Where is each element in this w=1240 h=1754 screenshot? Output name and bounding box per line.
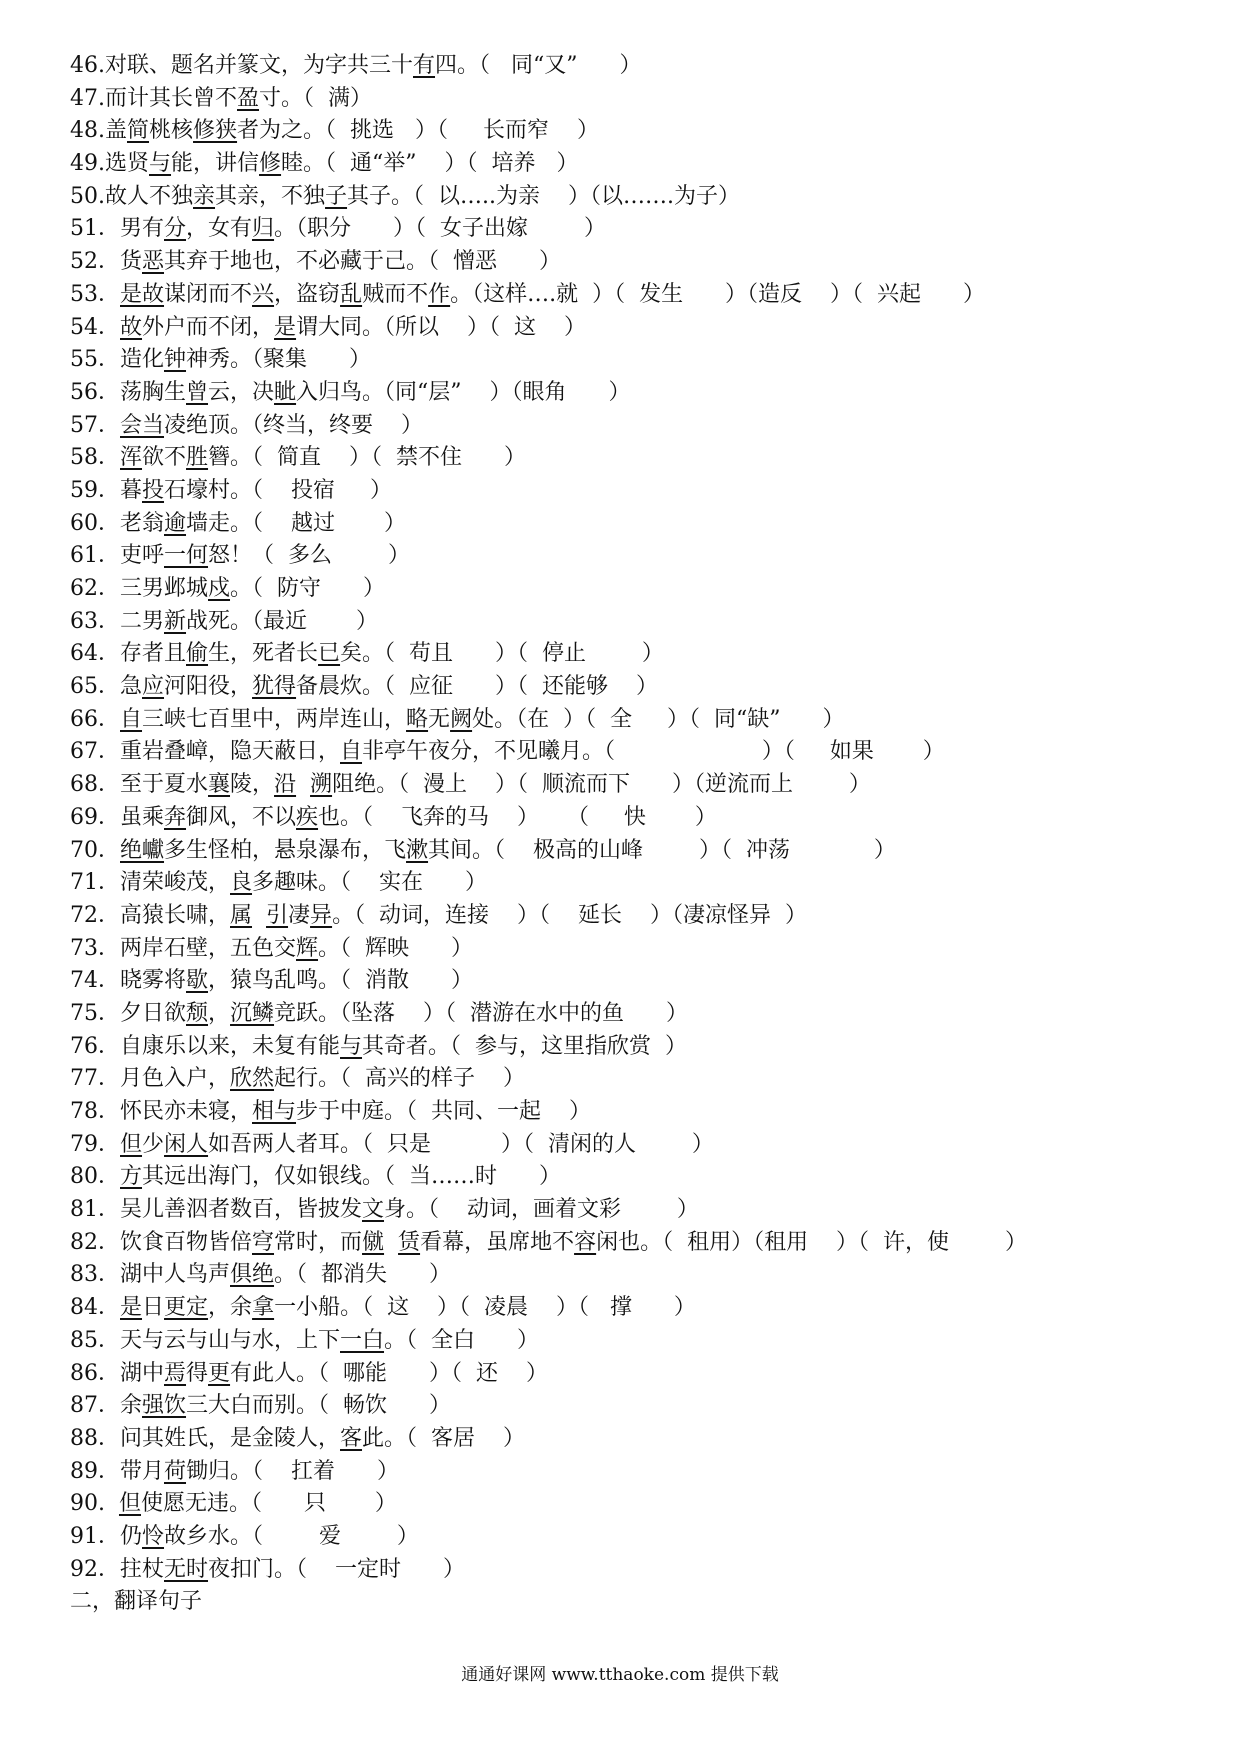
entry-line: [70, 148, 1200, 181]
line-text: 76．自康乐以来，未复有能: [70, 1033, 340, 1059]
entry-line: [70, 1259, 1200, 1292]
underlined-keyword: 辉: [296, 935, 319, 961]
line-text: 云，决: [208, 379, 275, 405]
line-text: 陵，: [230, 772, 275, 798]
line-text: 无: [428, 706, 451, 732]
line-text: 63．二男: [70, 608, 164, 634]
entry-line: [70, 867, 1200, 900]
line-text: 三大白而别。（ 畅饮 ）: [186, 1393, 451, 1419]
underlined-keyword: 引: [266, 902, 289, 928]
entry-line: [70, 213, 1200, 246]
entry-line: [70, 1456, 1200, 1489]
underlined-keyword: 阙: [450, 706, 473, 732]
line-text: 多生怪柏，悬泉瀑布，飞: [164, 837, 407, 863]
line-text: ，: [208, 1000, 231, 1026]
line-text: 三峡七百里中，两岸连山，: [142, 706, 407, 732]
entry-line: [70, 1227, 1200, 1260]
entry-line: [70, 606, 1200, 639]
underlined-keyword: 荷: [164, 1458, 187, 1484]
line-text: 51．男有: [70, 216, 164, 242]
line-text: 生，死者长: [208, 641, 319, 667]
entry-line: [70, 1488, 1200, 1521]
entry-line: [70, 1194, 1200, 1227]
line-text: ，盗窃: [274, 281, 341, 307]
line-text: 57．: [70, 412, 120, 438]
line-text: 77．月色入户，: [70, 1066, 230, 1092]
line-text: 50.故人不独: [70, 183, 193, 209]
entry-line: [70, 410, 1200, 443]
line-text: 。（ 动词，连接 ）（ 延长 ）（凄凉怪异 ）: [332, 902, 807, 928]
line-text: 贼而不: [362, 281, 429, 307]
page-footer: 通通好课网 www.tthaoke.com 提供下载: [461, 1665, 779, 1685]
line-text: 四。（ 同“又” ）: [435, 53, 642, 78]
underlined-keyword: 眦: [274, 379, 297, 405]
underlined-keyword: 投: [142, 477, 165, 503]
line-text: 52．货: [70, 249, 142, 275]
line-text: 其间。（ 极高的山峰 ）（ 冲荡 ）: [428, 837, 896, 863]
underlined-keyword: 闲人: [164, 1131, 209, 1157]
entry-line: [70, 1423, 1200, 1456]
underlined-keyword: 焉: [164, 1360, 187, 1386]
underlined-keyword: 强饮: [142, 1393, 187, 1419]
line-text: 故乡水。（ 爱 ）: [164, 1523, 419, 1549]
line-text: 簪。（ 简直 ）（ 禁不住 ）: [208, 445, 526, 471]
underlined-keyword: 会当: [120, 412, 165, 438]
underlined-keyword: 穹: [252, 1229, 275, 1255]
line-text: 常时，而: [274, 1229, 363, 1255]
line-text: 阻绝。（ 漫上 ）（ 顺流而下 ）（逆流而上 ）: [332, 772, 871, 798]
line-text: 其奇者。（ 参与，这里指欣赏 ）: [362, 1033, 687, 1059]
line-text: ，余: [208, 1295, 253, 1321]
underlined-keyword: 应: [142, 674, 165, 700]
line-text: 55．造化: [70, 347, 164, 373]
line-text: 有此人。（ 哪能 ）（ 还 ）: [230, 1360, 548, 1386]
line-text: 此。（ 客居 ）: [362, 1425, 525, 1451]
underlined-keyword: 偷: [186, 641, 209, 667]
underlined-keyword: 方: [120, 1164, 143, 1190]
line-text: 寸。（ 满）: [259, 85, 373, 111]
line-text: 。（这样….就 ）（ 发生 ）（造反 ）（ 兴起 ）: [450, 281, 985, 307]
line-text: 墙走。（ 越过 ）: [186, 510, 406, 536]
line-text: 二，翻译句子: [70, 1589, 203, 1615]
line-text: 81．吴儿善泅者数百，皆披发: [70, 1197, 362, 1223]
line-text: 86．湖中: [70, 1360, 164, 1386]
line-text: 怒！（ 多么 ）: [208, 543, 410, 569]
line-text: 79．: [70, 1131, 120, 1157]
entry-line: [70, 1390, 1200, 1423]
entry-line: [70, 638, 1200, 671]
underlined-keyword: 欣然: [230, 1066, 275, 1092]
entry-line: [70, 1129, 1200, 1162]
underlined-keyword: 与: [340, 1033, 363, 1059]
underlined-keyword: 新: [164, 608, 187, 634]
line-text: 62．三男邺城: [70, 576, 208, 601]
underlined-keyword: 一何: [164, 543, 209, 569]
line-text: 非亭午夜分，不见曦月。（ ）（ 如果 ）: [362, 739, 945, 765]
underlined-keyword: 是: [120, 1295, 143, 1321]
entry-line: [70, 377, 1200, 410]
line-text: 53．: [70, 281, 120, 307]
underlined-keyword: 略: [406, 706, 429, 732]
entry-line: [70, 736, 1200, 769]
line-text: 68．至于夏水: [70, 772, 208, 798]
underlined-keyword: 颓: [186, 1000, 209, 1026]
line-text: ，女有: [186, 216, 253, 242]
line-text: 59．暮: [70, 477, 142, 503]
underlined-keyword: 修狭: [193, 118, 238, 144]
underlined-keyword: 奔: [164, 804, 187, 830]
entry-line: [70, 83, 1200, 116]
underlined-keyword: 更定: [164, 1295, 209, 1321]
underlined-keyword: 简: [127, 118, 150, 144]
line-text: 84．: [70, 1295, 120, 1321]
underlined-keyword: 漱: [406, 837, 429, 863]
line-text: 61．吏呼: [70, 543, 164, 569]
underlined-keyword: 自: [340, 739, 363, 765]
line-text: 御风，不以: [186, 804, 297, 830]
line-text: 。（职分 ）（ 女子出嫁 ）: [274, 216, 606, 242]
underlined-keyword: 犹得: [252, 674, 297, 700]
underlined-keyword: 是故: [120, 281, 165, 307]
underlined-keyword: 文: [362, 1197, 385, 1223]
entry-line: [70, 1161, 1200, 1194]
entry-line: [70, 998, 1200, 1031]
line-text: 78．怀民亦未寝，: [70, 1099, 252, 1124]
entry-line: [70, 246, 1200, 279]
underlined-keyword: 子: [325, 183, 348, 209]
entry-line: [70, 50, 1200, 83]
entry-line: [70, 279, 1200, 312]
line-text: 46.对联、题名并篆文，为字共三十: [70, 53, 413, 78]
underlined-keyword: 但: [120, 1131, 143, 1157]
underlined-keyword: 分: [164, 216, 187, 242]
underlined-keyword: 修: [259, 151, 282, 177]
line-text: 64．存者且: [70, 641, 186, 667]
line-text: 身。（ 动词，画着文彩 ）: [384, 1197, 699, 1223]
entry-line: [70, 442, 1200, 475]
line-text: 80．: [70, 1164, 120, 1190]
entry-line: [70, 802, 1200, 835]
line-text: 75．夕日欲: [70, 1000, 186, 1026]
line-text: 其弃于地也，不必藏于己。（ 憎恶 ）: [164, 249, 561, 275]
line-text: 67．重岩叠嶂，隐天蔽日，: [70, 739, 340, 765]
underlined-keyword: 浑: [120, 445, 143, 471]
line-text: 82．饮食百物皆倍: [70, 1229, 252, 1255]
underlined-keyword: 一白: [340, 1327, 385, 1353]
line-text: 70．: [70, 837, 120, 863]
line-text: 入归鸟。（同“层” ）（眼角 ）: [296, 379, 631, 405]
entry-line: [70, 704, 1200, 737]
line-text: 如吾两人者耳。（ 只是 ）（ 清闲的人 ）: [208, 1131, 714, 1157]
line-text: 一小船。（ 这 ）（ 凌晨 ）（ 撑 ）: [274, 1295, 696, 1321]
underlined-keyword: 拿: [252, 1295, 275, 1321]
underlined-keyword: 更: [208, 1360, 231, 1386]
worksheet-body: [70, 50, 1200, 1619]
line-text: 。（ 辉映 ）: [318, 935, 473, 961]
entry-line: [70, 900, 1200, 933]
entry-line: [70, 344, 1200, 377]
entry-line: [70, 1063, 1200, 1096]
line-text: 73．两岸石壁，五色交: [70, 935, 296, 961]
entry-line: [70, 671, 1200, 704]
line-text: 步于中庭。（ 共同、一起 ）: [296, 1099, 591, 1124]
underlined-keyword: 异: [310, 902, 333, 928]
underlined-keyword: 乱: [340, 281, 363, 307]
line-text: 谋闭而不: [164, 281, 253, 307]
line-text: 欲不: [142, 445, 187, 471]
underlined-keyword: 作: [428, 281, 451, 307]
underlined-keyword: 无时: [164, 1556, 209, 1582]
line-text: 83．湖中人鸟声: [70, 1262, 230, 1288]
underlined-keyword: 沿: [274, 772, 297, 798]
line-text: 夜扣门。（ 一定时 ）: [208, 1556, 465, 1582]
entry-line: [70, 1586, 1200, 1619]
underlined-keyword: 襄: [208, 772, 231, 798]
underlined-keyword: 溯: [310, 772, 333, 798]
line-text: 71．清荣峻茂，: [70, 870, 230, 896]
entry-line: [70, 1292, 1200, 1325]
underlined-keyword: 已: [318, 641, 341, 667]
underlined-keyword: 沉鳞: [230, 1000, 275, 1026]
underlined-keyword: 盈: [237, 85, 260, 111]
line-text: 少: [142, 1131, 165, 1157]
entry-line: [70, 1096, 1200, 1129]
underlined-keyword: 怜: [142, 1523, 165, 1549]
line-text: 睦。（ 通“举” ）（ 培养 ）: [281, 151, 579, 177]
line-text: 48.盖: [70, 118, 127, 144]
underlined-keyword: 兴: [252, 281, 275, 307]
line-text: 其亲，不独: [215, 183, 326, 209]
entry-line: [70, 540, 1200, 573]
line-text: 神秀。（聚集 ）: [186, 347, 371, 373]
entry-line: [70, 1521, 1200, 1554]
underlined-keyword: 绝巘: [120, 837, 165, 863]
underlined-keyword: 逾: [164, 510, 187, 536]
underlined-keyword: 容: [574, 1229, 597, 1255]
underlined-keyword: 客: [340, 1425, 363, 1451]
line-text: 72．高猿长啸，: [70, 902, 230, 928]
line-text: 其子。（ 以…..为亲 ）（以…….为子）: [347, 183, 740, 209]
line-text: 74．晓雾将: [70, 968, 186, 994]
line-text: [384, 1230, 398, 1255]
line-text: 85．天与云与山与水，上下: [70, 1327, 340, 1353]
underlined-keyword: 戍: [208, 576, 231, 601]
line-text: 石壕村。（ 投宿 ）: [164, 477, 392, 503]
line-text: 外户而不闭，: [142, 314, 275, 340]
line-text: 处。（在 ）（ 全 ）（ 同“缺” ）: [472, 706, 845, 732]
underlined-keyword: 曾: [186, 379, 209, 405]
line-text: 60．老翁: [70, 510, 164, 536]
entry-line: [70, 181, 1200, 214]
entry-line: [70, 1358, 1200, 1391]
underlined-keyword: 疾: [296, 804, 319, 830]
underlined-keyword: 是: [274, 314, 297, 340]
line-text: 锄归。（ 扛着 ）: [186, 1458, 399, 1484]
entry-line: [70, 1554, 1200, 1587]
line-text: 起行。（ 高兴的样子 ）: [274, 1066, 525, 1092]
line-text: 看幕，虽席地不: [420, 1229, 575, 1255]
line-text: 使愿无违。（ 只 ）: [141, 1491, 397, 1517]
line-text: 也。（ 飞奔的马 ） （ 快 ）: [318, 804, 717, 830]
underlined-keyword: 俱绝: [230, 1262, 275, 1288]
line-text: 者为之。（ 挑选 ）（ 长而窄 ）: [237, 118, 599, 144]
line-text: [296, 772, 310, 797]
entry-line: [70, 312, 1200, 345]
underlined-keyword: 故: [120, 314, 143, 340]
line-text: 47.而计其长曾不: [70, 85, 237, 111]
line-text: 河阳役，: [164, 674, 253, 700]
underlined-keyword: 僦: [362, 1229, 385, 1255]
entry-line: [70, 1031, 1200, 1064]
underlined-keyword: 赁: [398, 1229, 421, 1255]
line-text: 竞跃。（坠落 ）（ 潜游在水中的鱼 ）: [274, 1000, 688, 1026]
line-text: 91．仍: [70, 1523, 142, 1549]
underlined-keyword: 自: [120, 706, 143, 732]
entry-line: [70, 965, 1200, 998]
underlined-keyword: 属: [230, 902, 253, 928]
underlined-keyword: 胜: [186, 445, 209, 471]
line-text: ，猿鸟乱鸣。（ 消散 ）: [208, 968, 473, 994]
line-text: 得: [186, 1360, 209, 1386]
line-text: 54．: [70, 314, 120, 340]
entry-line: [70, 933, 1200, 966]
line-text: 89．带月: [70, 1458, 164, 1484]
underlined-keyword: 良: [230, 870, 253, 896]
line-text: 凄: [288, 902, 311, 928]
entry-line: [70, 508, 1200, 541]
underlined-keyword: 钟: [164, 347, 187, 373]
line-text: 。（ 都消失 ）: [274, 1262, 451, 1288]
line-text: 87．余: [70, 1393, 142, 1419]
entry-line: [70, 769, 1200, 802]
underlined-keyword: 相与: [252, 1099, 297, 1124]
line-text: 谓大同。（所以 ）（ 这 ）: [296, 314, 586, 340]
entry-line: [70, 573, 1200, 606]
line-text: 90.: [70, 1491, 119, 1517]
line-text: 闲也。（ 租用）（租用 ）（ 许，使 ）: [596, 1229, 1027, 1255]
line-text: 56．荡胸生: [70, 379, 186, 405]
line-text: 矣。（ 苟且 ）（ 停止 ）: [340, 641, 664, 667]
entry-line: [70, 475, 1200, 508]
underlined-keyword: 与: [149, 151, 172, 177]
line-text: 凌绝顶。（终当，终要 ）: [164, 412, 423, 438]
line-text: 多趣味。（ 实在 ）: [252, 870, 487, 896]
line-text: 58．: [70, 445, 120, 471]
line-text: 能，讲信: [171, 151, 260, 177]
underlined-keyword: 有: [413, 53, 436, 78]
line-text: 日: [142, 1295, 165, 1321]
line-text: 桃核: [149, 118, 194, 144]
entry-line: [70, 1325, 1200, 1358]
line-text: [252, 903, 266, 928]
line-text: 。（ 防守 ）: [230, 576, 385, 601]
line-text: 其远出海门，仅如银线。（ 当……时 ）: [142, 1164, 561, 1190]
line-text: 备晨炊。（ 应征 ）（ 还能够 ）: [296, 674, 658, 700]
line-text: 69．虽乘: [70, 804, 164, 830]
entry-line: [70, 835, 1200, 868]
line-text: 92．拄杖: [70, 1556, 164, 1582]
entry-line: [70, 115, 1200, 148]
underlined-keyword: 歇: [186, 968, 209, 994]
line-text: 。（ 全白 ）: [384, 1327, 539, 1353]
line-text: 战死。（最近 ）: [186, 608, 378, 634]
underlined-keyword: 归: [252, 216, 275, 242]
line-text: 49.选贤: [70, 151, 149, 177]
underlined-keyword: 恶: [142, 249, 165, 275]
line-text: 66．: [70, 706, 120, 732]
underlined-keyword: 亲: [193, 183, 216, 209]
line-text: 65．急: [70, 674, 142, 700]
underlined-keyword: 但: [118, 1491, 141, 1517]
line-text: 88．问其姓氏，是金陵人，: [70, 1425, 340, 1451]
